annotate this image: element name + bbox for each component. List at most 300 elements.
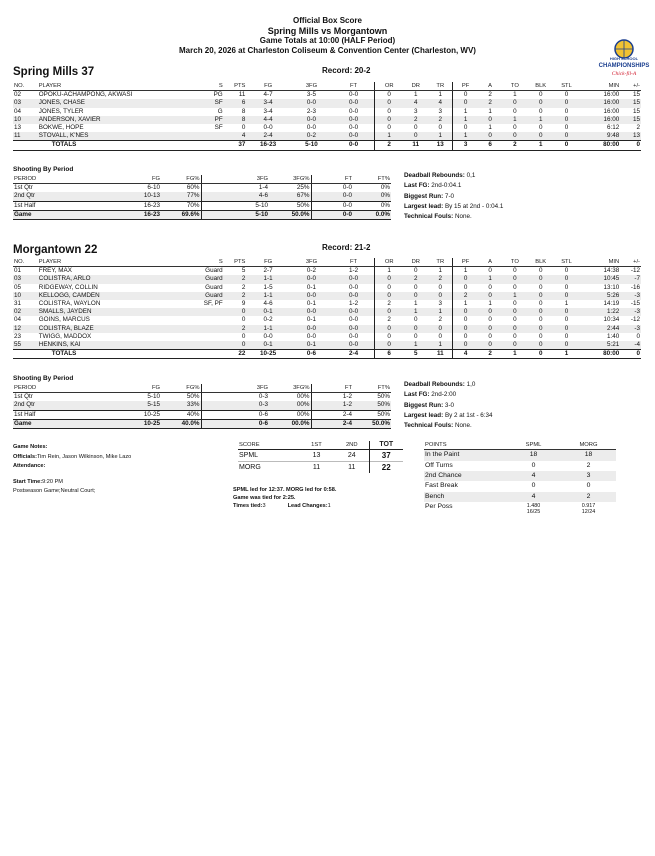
stat-cell: 0 <box>538 107 543 115</box>
period-row <box>13 210 391 219</box>
period-column-header: 3FG <box>201 175 269 184</box>
stat-cell: 0 <box>513 124 517 132</box>
team-note-value: By 15 at 2nd - 0:04.1 <box>443 202 504 210</box>
stat-cell: 0 <box>438 332 443 340</box>
column-header: A <box>478 82 503 91</box>
stat-cell: 0-0 <box>306 332 317 340</box>
player-name: OPOKU-ACHAMPONG, AKWASI <box>38 91 133 99</box>
stat-cell: 0 <box>403 325 428 333</box>
stat-cell: 4-6 <box>263 300 273 308</box>
stat-cell: 2-4 <box>246 132 289 141</box>
totals-cell: 2 <box>503 141 528 150</box>
totals-cell: 16-23 <box>246 141 289 150</box>
period-stat: 77% <box>161 192 201 201</box>
stat-cell: 0 <box>554 292 579 300</box>
period-stat: 0-6 <box>201 419 269 428</box>
stat-cell: 0 <box>503 275 528 283</box>
stat-cell: 1 <box>403 308 428 316</box>
period-column-header: 3FG <box>201 384 269 393</box>
period-stat: 2-4 <box>311 410 353 419</box>
stat-cell: 0-0 <box>290 116 333 124</box>
stat-cell: Guard <box>205 283 223 291</box>
points-category: In the Paint <box>424 450 506 461</box>
stat-cell: 2 <box>428 116 453 124</box>
column-header: PF <box>453 82 478 91</box>
stat-cell: 16:00 <box>579 99 620 107</box>
column-header: S <box>172 258 224 267</box>
stat-cell: -4 <box>620 341 641 350</box>
points-row <box>424 461 616 471</box>
points-value: 3 <box>561 471 616 481</box>
score-header-total: TOT <box>369 441 403 450</box>
team-record-morgantown: Record: 21-2 <box>322 243 371 252</box>
stat-cell: 1 <box>527 116 554 124</box>
stat-cell: 1:22 <box>579 308 620 316</box>
stat-cell: 15 <box>620 99 641 107</box>
stat-cell: 1:40 <box>606 332 620 340</box>
stat-cell: -3 <box>620 308 641 316</box>
column-header: TO <box>503 82 528 91</box>
stat-cell: 2 <box>224 325 247 333</box>
stat-cell: -3 <box>620 325 641 333</box>
period-label: 2nd Qtr <box>13 401 81 410</box>
stat-cell: 0 <box>527 132 554 141</box>
lead-notes <box>233 486 336 510</box>
stat-cell: 10 <box>13 116 38 124</box>
stat-cell: 0-0 <box>333 132 374 141</box>
team-note-value: None. <box>453 422 472 430</box>
stat-cell: 0 <box>414 124 418 132</box>
stat-cell: 4 <box>224 132 247 141</box>
stat-cell: 0 <box>513 283 517 291</box>
stat-cell: G <box>217 107 223 115</box>
player-name: COLISTRA, BLAZE <box>38 325 172 333</box>
points-value: 18 <box>561 450 616 461</box>
stat-cell: 0 <box>513 267 517 275</box>
score-header-2nd: 2ND <box>335 441 369 450</box>
team-note-label: Largest lead: <box>404 411 444 419</box>
stat-cell: 2 <box>224 292 247 300</box>
totals-row <box>13 141 641 150</box>
team-note-label: Deadball Rebounds: <box>404 381 465 388</box>
stat-cell: -12 <box>630 267 640 275</box>
stat-cell: 2-7 <box>263 267 273 275</box>
stat-cell: 0 <box>453 325 478 333</box>
stat-cell: 0 <box>453 275 478 283</box>
stat-cell: 5:26 <box>579 292 620 300</box>
stat-cell: 2 <box>453 292 478 300</box>
player-name: JONES, TYLER <box>38 107 84 115</box>
column-header: 3FG <box>290 258 333 267</box>
stat-cell: 0 <box>513 107 517 115</box>
stat-cell: 1 <box>503 292 528 300</box>
stat-cell: 0-1 <box>306 316 317 324</box>
stat-cell: 03 <box>13 99 38 107</box>
stat-cell: 3 <box>438 300 443 308</box>
totals-cell: 6 <box>374 350 403 359</box>
stat-cell: 0 <box>564 107 569 115</box>
column-header: FG <box>246 258 289 267</box>
stat-cell: 0 <box>538 283 543 291</box>
player-name: GOINS, MARCUS <box>38 316 90 324</box>
team-note-line <box>404 401 493 411</box>
stat-cell: 0 <box>554 99 579 107</box>
player-row <box>13 275 641 283</box>
points-value: 0 <box>531 461 536 469</box>
team-note-value: 3-0 <box>443 401 455 409</box>
stat-cell: 0 <box>374 91 403 100</box>
stat-cell: 1 <box>503 116 528 124</box>
stat-cell: 1 <box>488 107 492 115</box>
period-column-header: FG% <box>161 175 201 184</box>
score-spml-2nd: 24 <box>347 452 356 460</box>
stat-cell: 0 <box>527 325 554 333</box>
stat-cell: 11 <box>13 132 38 141</box>
totals-cell: 0-6 <box>290 350 333 359</box>
stat-cell: 0 <box>478 341 503 350</box>
stat-cell: -16 <box>630 283 640 291</box>
points-value: 18 <box>506 450 561 461</box>
points-value: 2 <box>586 461 591 469</box>
stat-cell: 0 <box>513 316 517 324</box>
column-header: PF <box>453 258 478 267</box>
period-stat: 00.0% <box>269 419 311 428</box>
stat-cell: 15 <box>632 91 640 99</box>
period-stat: 10-25 <box>143 410 160 418</box>
totals-cell: 4 <box>453 350 478 359</box>
points-value: 2 <box>561 492 616 502</box>
period-stat: 0% <box>380 184 390 192</box>
stat-cell: 0-0 <box>349 124 359 132</box>
stat-cell: 0-0 <box>349 316 359 324</box>
player-row <box>13 325 641 333</box>
stat-cell: 1 <box>453 300 478 308</box>
period-stat: 50.0% <box>353 419 391 428</box>
stat-cell <box>172 132 224 141</box>
stat-cell: 14:19 <box>603 300 620 308</box>
team-note-label: Last FG: <box>404 182 430 190</box>
stat-cell: 10:34 <box>603 316 620 324</box>
score-header-label: SCORE <box>238 441 298 450</box>
team-note-line <box>404 171 503 181</box>
totals-cell: 0 <box>554 141 579 150</box>
period-row <box>13 201 391 210</box>
column-header: TO <box>503 258 528 267</box>
stat-cell: 16:00 <box>579 116 620 124</box>
stat-cell: 0 <box>488 283 492 291</box>
stat-cell: 0 <box>374 292 403 300</box>
stat-cell: 0-0 <box>290 292 333 300</box>
stat-cell: 0 <box>488 267 492 275</box>
stat-cell: 0 <box>241 124 246 132</box>
stat-cell: 0-0 <box>333 292 374 300</box>
team-note-line <box>404 212 503 222</box>
team-note-label: Largest lead: <box>404 202 444 210</box>
column-header: TR <box>428 258 453 267</box>
stat-cell: 0-1 <box>246 308 289 316</box>
points-value: 0 <box>586 482 591 490</box>
stat-cell: 0 <box>538 300 543 308</box>
period-stat: 50.0% <box>269 210 311 219</box>
points-row <box>424 450 616 461</box>
box-score-table-spring-mills <box>13 82 641 151</box>
lead-notes-line2: Game was tied for 2:25. <box>233 495 296 501</box>
column-header: FG <box>246 82 289 91</box>
stat-cell: 2 <box>636 124 640 132</box>
totals-label: TOTALS <box>38 350 172 359</box>
column-header: DR <box>403 82 428 91</box>
points-header-label: POINTS <box>424 441 506 450</box>
stat-cell: 0 <box>453 341 478 350</box>
times-tied-label: Times tied: <box>233 503 263 509</box>
logo-sponsor-text: Chick-fil-A <box>611 71 637 77</box>
stat-cell: 0 <box>453 124 478 132</box>
stat-cell: 0 <box>503 99 528 107</box>
per-poss-morg: 0.917 12/24 <box>581 502 596 516</box>
game-type-notes: Postseason Game;Neutral Court; <box>13 488 96 495</box>
column-header: OR <box>374 82 403 91</box>
team-notes-morgantown <box>404 380 493 431</box>
stat-cell: 0-0 <box>333 341 374 350</box>
stat-cell: 1 <box>564 300 569 308</box>
stat-cell: 0-0 <box>349 107 359 115</box>
period-stat: 00% <box>269 401 311 410</box>
lead-changes-value: 1 <box>327 503 331 509</box>
stat-cell: 0 <box>374 275 403 283</box>
stat-cell: 0-0 <box>263 124 273 132</box>
period-column-header: 3FG% <box>269 175 311 184</box>
totals-cell: 22 <box>224 350 247 359</box>
team-note-value: 1,0 <box>464 381 476 388</box>
totals-cell <box>13 350 38 359</box>
period-stat: 0-3 <box>201 393 269 402</box>
stat-cell: 04 <box>14 107 22 115</box>
stat-cell: 0-0 <box>349 91 359 99</box>
stat-cell: Guard <box>205 267 223 275</box>
stat-cell: 0 <box>224 308 247 316</box>
period-column-header: FT% <box>353 384 391 393</box>
stat-cell: 13:10 <box>603 283 620 291</box>
stat-cell: 3-4 <box>263 107 273 115</box>
stat-cell: 0 <box>564 91 569 99</box>
team-note-value: 2nd-0:04.1 <box>429 182 462 190</box>
stat-cell: Guard <box>172 275 224 283</box>
stat-cell: 1-2 <box>349 267 359 275</box>
stat-cell: 0-0 <box>290 275 333 283</box>
totals-cell: 11 <box>428 350 453 359</box>
stat-cell: 0 <box>374 284 403 292</box>
stat-cell: 0 <box>374 99 403 107</box>
stat-cell: 1 <box>453 267 478 276</box>
period-stat: 5-10 <box>201 210 269 219</box>
period-row <box>13 393 391 402</box>
period-stat: 1-2 <box>311 401 353 410</box>
period-stat: 69.6% <box>161 210 201 219</box>
column-header: NO. <box>13 82 38 91</box>
stat-cell: 12 <box>13 325 38 333</box>
stat-cell: SF <box>214 124 223 132</box>
team-name-spring-mills: Spring Mills 37 <box>13 66 95 78</box>
period-label: 1st Qtr <box>14 393 33 401</box>
period-stat: 0-0 <box>311 210 353 219</box>
score-header-1st: 1ST <box>298 441 335 450</box>
stat-cell: -7 <box>620 275 641 283</box>
player-name: COLISTRA, ARLO <box>38 275 172 283</box>
stat-cell: 2 <box>241 283 246 291</box>
team-note-line <box>404 411 493 421</box>
stat-cell: 15 <box>620 116 641 124</box>
stat-cell: -3 <box>620 292 641 300</box>
player-row <box>13 91 641 100</box>
stat-cell: PG <box>213 91 223 99</box>
stat-cell: 1 <box>414 91 418 99</box>
player-row <box>13 308 641 316</box>
stat-cell: 1 <box>428 132 453 141</box>
period-stat: 60% <box>186 184 200 192</box>
totals-cell: 1 <box>554 350 579 359</box>
shooting-period-table-morgantown <box>13 384 391 429</box>
team-note-label: Biggest Run: <box>404 192 444 200</box>
player-name: TWIGG, MADDOX <box>38 332 92 340</box>
stat-cell <box>172 308 224 316</box>
score-morg-1st: 11 <box>312 464 321 472</box>
stat-cell: 0-0 <box>290 99 333 107</box>
stat-cell: 2 <box>488 91 492 99</box>
stat-cell: 2 <box>224 275 247 283</box>
team-note-label: Technical Fouls: <box>404 422 454 430</box>
totals-cell <box>172 141 224 150</box>
stat-cell: 0 <box>374 308 403 316</box>
stat-cell: 13 <box>620 132 641 141</box>
period-row <box>13 184 391 193</box>
totals-cell: 3 <box>453 141 478 150</box>
stat-cell: 0 <box>503 325 528 333</box>
period-column-header: FT <box>311 384 353 393</box>
stat-cell: 0-0 <box>290 308 333 316</box>
column-header: +/- <box>620 82 641 91</box>
score-team-morg: MORG <box>239 464 261 472</box>
period-stat: 5-15 <box>81 401 161 410</box>
stat-cell: 02 <box>14 91 22 99</box>
stat-cell: 1 <box>513 91 517 99</box>
stat-cell: 6 <box>224 99 247 107</box>
column-header: PLAYER <box>38 82 172 91</box>
stat-cell: 0 <box>488 316 492 324</box>
period-stat: 16-23 <box>143 201 160 209</box>
period-stat: 4-6 <box>201 192 269 201</box>
stat-cell: 0 <box>554 275 579 283</box>
stat-cell: 0-0 <box>333 99 374 107</box>
stat-cell: 8 <box>224 116 247 124</box>
lead-changes-label: Lead Changes: <box>287 503 328 509</box>
stat-cell: 0 <box>374 333 403 341</box>
stat-cell: 0 <box>414 316 418 324</box>
logo-main-text: CHAMPIONSHIPS <box>598 63 650 69</box>
stat-cell: 16:00 <box>603 91 620 99</box>
stat-cell: 1 <box>438 91 443 99</box>
stat-cell: 10:45 <box>579 275 620 283</box>
stat-cell: 0 <box>453 316 478 324</box>
team-name-morgantown: Morgantown 22 <box>13 244 98 256</box>
shooting-period-title-spring-mills: Shooting By Period <box>13 166 74 173</box>
stat-cell: 16:00 <box>603 107 620 115</box>
stat-cell: 6:12 <box>606 124 620 132</box>
period-stat: 2-4 <box>311 419 353 428</box>
stat-cell: 2:44 <box>579 325 620 333</box>
period-column-header: FT <box>311 175 353 184</box>
stat-cell: 11 <box>238 91 246 99</box>
stat-cell: 1 <box>478 275 503 283</box>
player-row <box>13 132 641 141</box>
officials-value: Tim Rein, Jason Wilkinson, Mike Lazo <box>36 453 132 460</box>
period-stat: 67% <box>269 192 311 201</box>
column-header: NO. <box>13 258 38 267</box>
column-header: MIN <box>579 82 620 91</box>
player-row <box>13 108 641 116</box>
shooting-period-table-spring-mills <box>13 175 391 220</box>
stat-cell: 0-0 <box>333 116 374 124</box>
logo-top-text: HIGH SCHOOL <box>609 56 639 61</box>
attendance-label: Attendance: <box>13 463 46 470</box>
totals-cell: 2-4 <box>333 350 374 359</box>
stat-cell: 3 <box>414 107 418 115</box>
stat-cell: 2 <box>374 316 403 324</box>
period-stat: 40.0% <box>161 419 201 428</box>
stat-cell: 0-0 <box>290 325 333 333</box>
team-note-line <box>404 421 493 431</box>
score-morg-total: 22 <box>369 462 403 474</box>
period-stat: 5-10 <box>147 393 160 401</box>
stat-cell: 0 <box>527 308 554 316</box>
stat-cell: 0 <box>527 341 554 350</box>
stat-cell <box>172 316 224 324</box>
stat-cell: 1 <box>414 300 418 308</box>
stat-cell: 0 <box>513 300 517 308</box>
stat-cell: -12 <box>630 316 640 324</box>
stat-cell: 0 <box>503 341 528 350</box>
column-header: TR <box>428 82 453 91</box>
team-note-label: Deadball Rebounds: <box>404 172 465 179</box>
stat-cell: 0 <box>438 283 443 291</box>
stat-cell: 1 <box>453 132 478 141</box>
championships-logo <box>598 38 650 78</box>
stat-cell: 0-2 <box>263 316 273 324</box>
game-status: Game Totals at 10:00 (HALF Period) <box>259 36 396 45</box>
points-header-morg: MORG <box>561 441 616 450</box>
stat-cell: 0 <box>554 308 579 316</box>
stat-cell: 0 <box>374 341 403 350</box>
team-note-value: 7-0 <box>443 192 455 200</box>
stat-cell: 0 <box>428 325 453 333</box>
stat-cell: 3-4 <box>246 99 289 107</box>
stat-cell: 0 <box>478 325 503 333</box>
stat-cell: 0 <box>403 292 428 300</box>
stat-cell: 4-7 <box>263 91 273 99</box>
stat-cell: 8 <box>241 107 246 115</box>
stat-cell: 05 <box>14 283 22 291</box>
stat-cell: 1-1 <box>246 325 289 333</box>
stat-cell: Guard <box>172 292 224 300</box>
stat-cell: 0-0 <box>349 332 359 340</box>
period-stat: 0-0 <box>311 184 353 193</box>
stat-cell: 1 <box>488 300 492 308</box>
column-header: DR <box>403 258 428 267</box>
stat-cell: 0 <box>538 332 543 340</box>
period-column-header: 3FG% <box>269 384 311 393</box>
totals-cell: 37 <box>224 141 247 150</box>
stat-cell: PF <box>172 116 224 124</box>
period-column-header: FG <box>81 384 161 393</box>
